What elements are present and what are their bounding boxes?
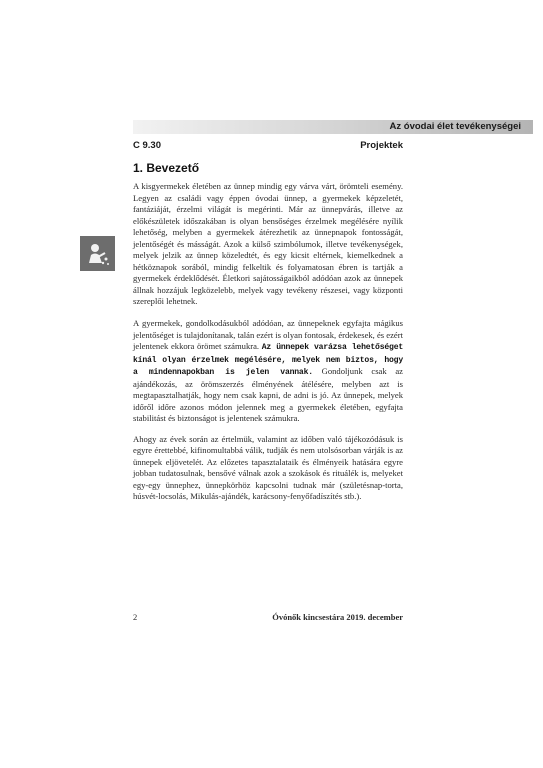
paragraph-magic — [133, 318, 403, 425]
category-label: Projektek — [360, 140, 403, 151]
page-number: 2 — [133, 612, 138, 622]
highlight-text: Az ünnepek varázsa lehetőséget kínál olyan érzelmek megélésére, melyek nem biztos, hogy a mindennapokban is jelen vannak. — [133, 343, 404, 377]
article-body — [133, 181, 403, 512]
header-band — [133, 120, 533, 134]
child-figure-icon — [80, 236, 115, 271]
page-footer — [133, 612, 403, 622]
paragraph-years: Ahogy az évek során az értelmük, valamint az időben való tájékozódásuk is egyre érettebbé, kifinomultabbá válik, tudják és nem utolsósorban várják is az ünnepek eljövetelét. Az előzetes tapasztalataik és élményeik hatására egyre jobban tudatosulnak, bensővé válnak azok a szokások és rituálék is, melyeket egy-egy ünnephez, ünnepkörhöz kapcsolni tudnak már (születésnap-torta, húsvét-locsolás, Mikulás-ajándék, karácsony-fenyőfadíszítés stb.). — [133, 433, 403, 501]
article-code: C 9.30 — [133, 140, 161, 151]
journal-name: Óvónők kincsestára 2019. december — [272, 612, 403, 622]
code-row — [133, 140, 403, 151]
paragraph-magic-text-a: A gyermekek, gondolkodásukból adódóan, az ünnepeknek egyfajta mágikus jelentőséget is tulajdonítanak, talán ezért is olyan fontosak, érdekesek, és ezért jelentenek ekkora örömet számukra. — [133, 318, 403, 351]
paragraph-magic-text-b: Gondoljunk csak az ajándékozás, az örömszerzés élményének átélésére, melyben azt is megtapasztalhatják, hogy nem csak kapni, de adni is jó. Az ünnepek, melyek időről időre azonos módon jelennek meg a gyermekek életében, egyfajta stabilitást és biztonságot is jelentenek számukra. — [133, 366, 403, 423]
paragraph-intro: A kisgyermekek életében az ünnep mindig egy várva várt, örömteli esemény. Legyen az családi vagy éppen óvodai ünnep, a gyermekek képzeletét, fantáziáját, érzelmi világát is megérinti. Már az ünnepvárás, illetve az előkészületek időszakában is olyan bensőséges érzelmek megélésére nyílik lehetőség, melyben a gyermekek átérezhetik az ünnepnapok fontosságát, jelentőségét és másságát. Azok a külső szimbólumok, illetve tevékenységek, melyek jelzik az ünnep közeledtét, és egy kicsit eltérnek, kiemelkednek a hétköznapok sorából, mindig felkeltik és folyamatosan ébren is tartják a gyermekek érdeklődését. Életkori sajátosságaikból adódóan azok az ünnepek állnak hozzájuk legközelebb, melyek vagy tevékeny részesei, vagy központi szereplői lehetnek. — [133, 181, 403, 306]
section-title: Az óvodai élet tevékenységei — [389, 121, 521, 132]
section-heading: 1. Bevezető — [133, 161, 200, 175]
